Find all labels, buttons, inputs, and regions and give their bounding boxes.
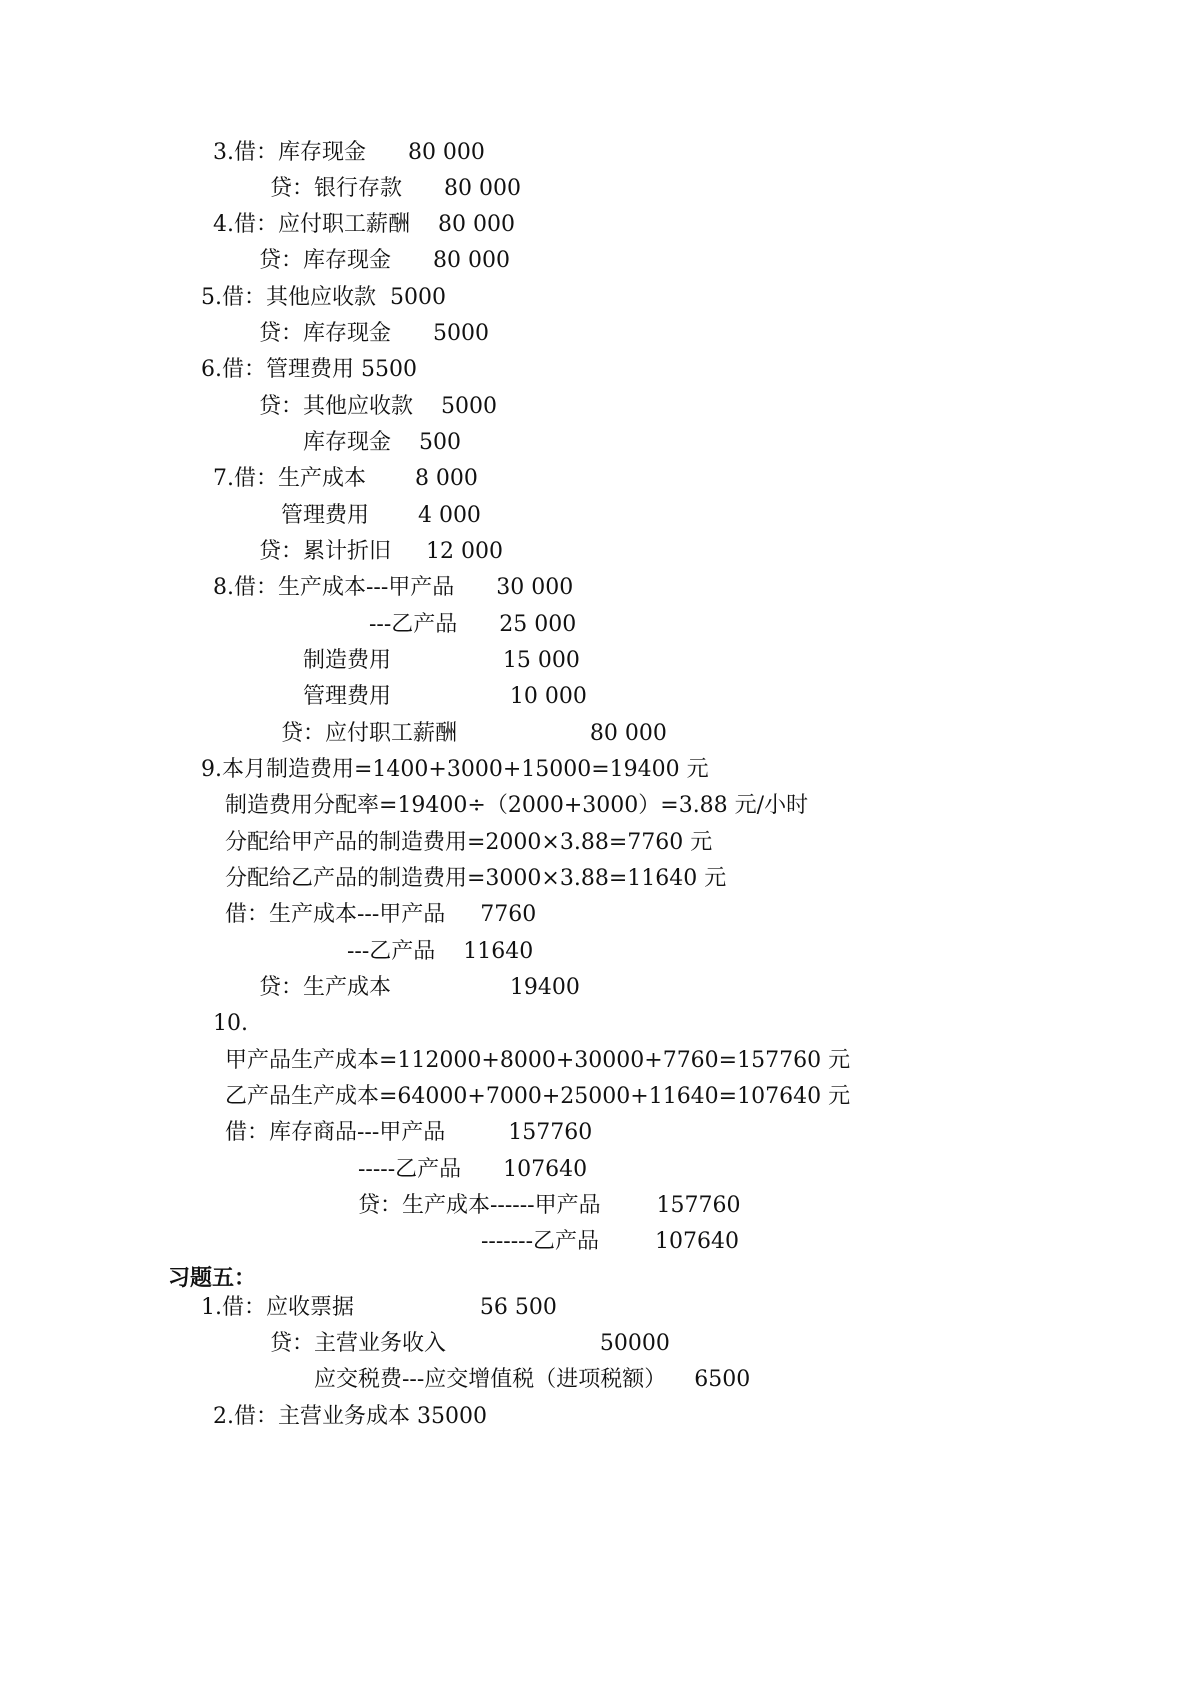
entry-7-debit-2: 管理费用 4 000 — [281, 503, 481, 528]
entry-10-debit: 借：库存商品---甲产品 157760 — [225, 1120, 593, 1145]
entry-9-alloc-a: 分配给甲产品的制造费用=2000×3.88=7760 元 — [225, 830, 713, 855]
entry-9-alloc-b: 分配给乙产品的制造费用=3000×3.88=11640 元 — [225, 866, 727, 891]
entry-9-title: 9.本月制造费用=1400+3000+15000=19400 元 — [201, 757, 709, 782]
entry-10-cost-a: 甲产品生产成本=112000+8000+30000+7760=157760 元 — [225, 1048, 851, 1073]
entry-10-title: 10. — [213, 1011, 248, 1036]
entry-10-credit: 贷：生产成本------甲产品 157760 — [358, 1193, 741, 1218]
entry-8-debit: 8.借：生产成本---甲产品 30 000 — [213, 575, 574, 600]
entry-8-debit-2: ---乙产品 25 000 — [369, 612, 577, 637]
ex5-entry-2-debit: 2.借：主营业务成本 35000 — [213, 1404, 487, 1429]
entry-10-credit-2: -------乙产品 107640 — [481, 1229, 739, 1254]
entry-5-debit: 5.借：其他应收款 5000 — [201, 285, 446, 310]
ex5-entry-1-credit-2: 应交税费---应交增值税（进项税额） 6500 — [314, 1367, 751, 1392]
entry-9-rate: 制造费用分配率=19400÷（2000+3000）=3.88 元/小时 — [225, 793, 809, 818]
entry-7-credit: 贷：累计折旧 12 000 — [259, 539, 503, 564]
entry-4-debit: 4.借：应付职工薪酬 80 000 — [213, 212, 515, 237]
entry-4-credit: 贷：库存现金 80 000 — [259, 248, 510, 273]
ex5-entry-1-credit: 贷：主营业务收入 50000 — [270, 1331, 670, 1356]
entry-6-credit-2: 库存现金 500 — [303, 430, 461, 455]
entry-8-debit-3: 制造费用 15 000 — [303, 648, 580, 673]
entry-6-debit: 6.借：管理费用 5500 — [201, 357, 417, 382]
entry-8-debit-4: 管理费用 10 000 — [303, 684, 587, 709]
entry-3-debit: 3.借：库存现金 80 000 — [213, 140, 485, 165]
entry-7-debit: 7.借：生产成本 8 000 — [213, 466, 478, 491]
entry-10-debit-2: -----乙产品 107640 — [358, 1157, 588, 1182]
entry-3-credit: 贷：银行存款 80 000 — [270, 176, 521, 201]
section-heading: 习题五： — [168, 1266, 257, 1291]
entry-6-credit: 贷：其他应收款 5000 — [259, 394, 497, 419]
entry-9-credit: 贷：生产成本 19400 — [259, 975, 580, 1000]
entry-9-debit: 借：生产成本---甲产品 7760 — [225, 902, 537, 927]
entry-10-cost-b: 乙产品生产成本=64000+7000+25000+11640=107640 元 — [225, 1084, 851, 1109]
entry-5-credit: 贷：库存现金 5000 — [259, 321, 489, 346]
entry-9-debit-2: ---乙产品 11640 — [347, 939, 534, 964]
entry-8-credit: 贷：应付职工薪酬 80 000 — [281, 721, 667, 746]
ex5-entry-1-debit: 1.借：应收票据 56 500 — [201, 1295, 557, 1320]
